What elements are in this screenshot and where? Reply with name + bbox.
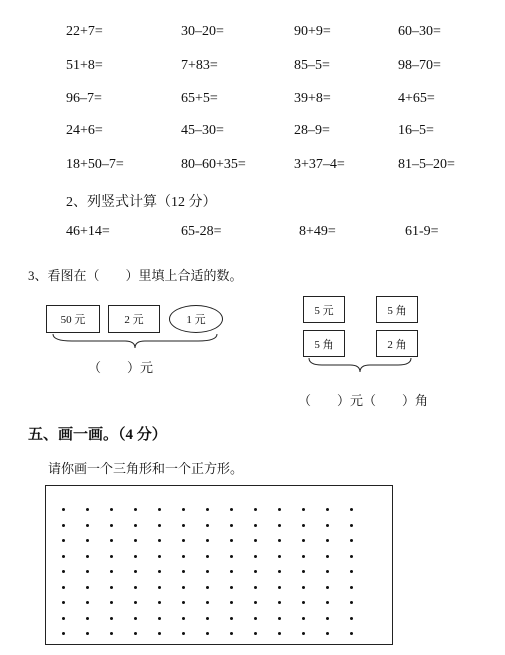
grid-dot [350,601,353,604]
grid-dot [230,617,233,620]
grid-dot [182,555,185,558]
grid-dot [254,539,257,542]
grid-dot [278,570,281,573]
grid-dot [254,617,257,620]
equation: 98–70= [398,58,441,73]
grid-dot [206,555,209,558]
grid-dot [230,524,233,527]
grid-dot [302,601,305,604]
equation: 51+8= [66,58,103,73]
grid-dot [206,524,209,527]
grid-dot [326,632,329,635]
grid-dot [230,555,233,558]
grid-dot [110,555,113,558]
equation: 46+14= [66,224,110,239]
equation: 4+65= [398,91,435,106]
grid-dot [350,555,353,558]
grid-dot [230,632,233,635]
grid-dot [158,617,161,620]
grid-dot [206,617,209,620]
equation: 45–30= [181,123,224,138]
equation: 22+7= [66,24,103,39]
grid-dot [86,555,89,558]
equation: 24+6= [66,123,103,138]
equation: 65-28= [181,224,222,239]
grid-dot [182,601,185,604]
grid-dot [134,617,137,620]
grid-dot [278,601,281,604]
money-oval [169,305,223,333]
grid-dot [158,524,161,527]
grid-dot [254,586,257,589]
grid-dot [182,632,185,635]
money-box [303,330,345,357]
money-label: 1 元 [186,314,206,326]
grid-dot [158,508,161,511]
grid-dot [182,524,185,527]
grid-dot [86,617,89,620]
grid-dot [230,601,233,604]
equation: 30–20= [181,24,224,39]
grid-dot [62,570,65,573]
grid-dot [302,524,305,527]
grid-dot [254,570,257,573]
grid-dot [278,632,281,635]
equation: 18+50–7= [66,157,124,172]
grid-dot [254,508,257,511]
money-box [108,305,160,333]
grid-dot [350,586,353,589]
money-box [376,296,418,323]
answer-blank: （ ）元 [88,360,154,375]
grid-dot [326,570,329,573]
grid-dot [278,524,281,527]
equation: 16–5= [398,123,434,138]
grid-dot [110,617,113,620]
grid-dot [62,524,65,527]
grid-dot [302,632,305,635]
grid-dot [206,508,209,511]
grid-dot [110,570,113,573]
grid-dot [278,555,281,558]
grid-dot [326,586,329,589]
grid-dot [350,617,353,620]
equation: 96–7= [66,91,102,106]
grid-dot [350,508,353,511]
grid-dot [86,632,89,635]
grid-dot [302,617,305,620]
grid-dot [206,539,209,542]
grid-dot [182,508,185,511]
grid-dot [134,570,137,573]
grid-dot [110,508,113,511]
grid-dot [326,508,329,511]
section5-title: 五、画一画。（4 分） [28,427,167,443]
grid-dot [134,555,137,558]
grid-dot [278,586,281,589]
grid-dot [230,586,233,589]
grid-dot [110,524,113,527]
grid-dot [230,539,233,542]
grid-dot [62,632,65,635]
grid-dot [302,555,305,558]
grid-dot [158,586,161,589]
equation: 90+9= [294,24,331,39]
grid-dot [62,508,65,511]
grid-dot [278,539,281,542]
grid-dot [254,524,257,527]
section2-title: 2、列竖式计算（12 分） [66,195,217,210]
equation: 3+37–4= [294,157,345,172]
grid-dot [62,586,65,589]
grid-dot [254,601,257,604]
grid-dot [86,524,89,527]
money-box [46,305,100,333]
grid-dot [254,632,257,635]
grid-dot [62,601,65,604]
grid-dot [326,601,329,604]
grid-dot [86,539,89,542]
grid-dot [62,555,65,558]
money-box [303,296,345,323]
grid-dot [206,586,209,589]
equation: 60–30= [398,24,441,39]
grid-dot [182,570,185,573]
grid-dot [302,570,305,573]
grid-dot [350,632,353,635]
grid-dot [86,570,89,573]
grid-dot [86,508,89,511]
grid-dot [86,601,89,604]
section3-title: 3、看图在（ ）里填上合适的数。 [28,268,243,283]
grid-dot [230,508,233,511]
equation: 39+8= [294,91,331,106]
money-label: 5 角 [387,304,407,317]
grid-dot [350,524,353,527]
grid-dot [134,632,137,635]
money-label: 5 角 [314,338,334,351]
grid-dot [62,617,65,620]
grid-dot [182,617,185,620]
grid-dot [134,508,137,511]
grid-dot [182,539,185,542]
section5-instruction: 请你画一个三角形和一个正方形。 [48,461,244,476]
grid-dot [326,555,329,558]
grid-dot [350,539,353,542]
equation: 8+49= [299,224,336,239]
grid-dot [62,539,65,542]
equation: 28–9= [294,123,330,138]
grid-dot [134,586,137,589]
grid-dot [302,586,305,589]
grid-dot [110,601,113,604]
brace [52,333,218,349]
grid-dot [134,601,137,604]
grid-dot [302,508,305,511]
grid-dot [134,539,137,542]
grid-dot [302,539,305,542]
equation: 61-9= [405,224,439,239]
money-label: 2 角 [387,338,407,351]
money-label: 50 元 [60,314,86,326]
grid-dot [206,570,209,573]
grid-dot [254,555,257,558]
answer-blank: （ ）元（ ）角 [298,393,429,408]
grid-dot [86,586,89,589]
grid-dot [326,539,329,542]
dot-grid[interactable] [45,485,393,645]
grid-dot [134,524,137,527]
grid-dot [326,617,329,620]
grid-dot [158,632,161,635]
grid-dot [110,632,113,635]
grid-dot [158,601,161,604]
equation: 65+5= [181,91,218,106]
grid-dot [158,539,161,542]
money-box [376,330,418,357]
grid-dot [206,632,209,635]
grid-dot [110,586,113,589]
grid-dot [278,617,281,620]
equation: 85–5= [294,58,330,73]
grid-dot [326,524,329,527]
grid-dot [350,570,353,573]
money-label: 5 元 [314,304,334,317]
brace [308,357,413,373]
equation: 81–5–20= [398,157,455,172]
equation: 80–60+35= [181,157,246,172]
grid-dot [278,508,281,511]
grid-dot [110,539,113,542]
grid-dot [158,570,161,573]
equation: 7+83= [181,58,218,73]
grid-dot [206,601,209,604]
grid-dot [158,555,161,558]
grid-dot [230,570,233,573]
money-label: 2 元 [124,314,144,326]
grid-dot [182,586,185,589]
